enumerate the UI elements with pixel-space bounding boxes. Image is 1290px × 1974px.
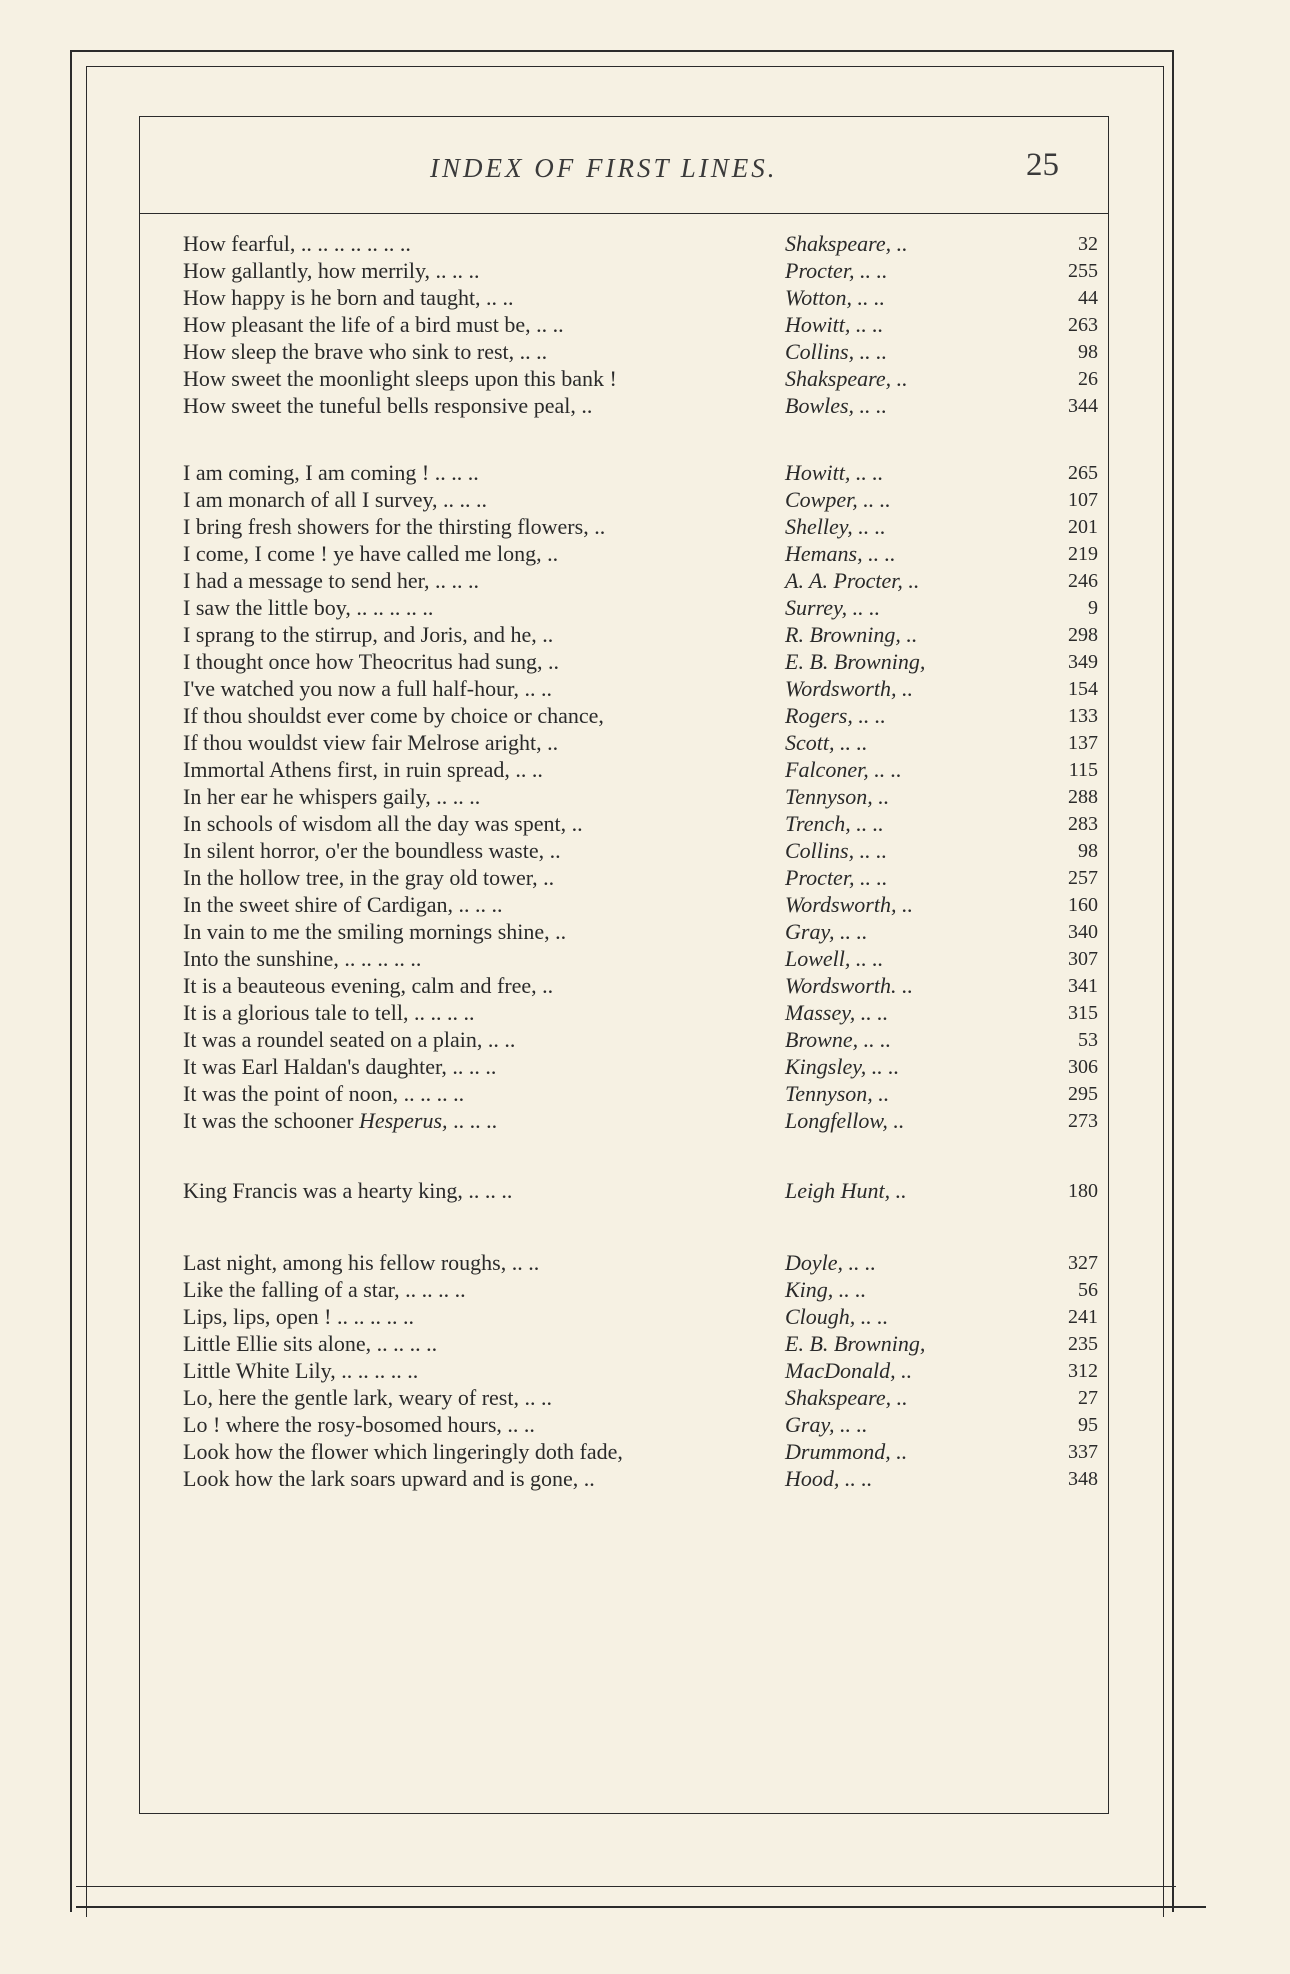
author: Collins, .. ..	[785, 838, 888, 863]
page-ref: 56	[1078, 1279, 1098, 1301]
first-line-leader: .. .. ..	[447, 1108, 498, 1133]
page-ref: 306	[1068, 1056, 1098, 1078]
page-ref: 133	[1068, 705, 1098, 727]
author: Collins, .. ..	[785, 339, 888, 364]
author: Rogers, .. ..	[785, 703, 886, 728]
first-line: Lips, lips, open ! .. .. .. .. ..	[183, 1304, 414, 1329]
page-ref: 263	[1068, 314, 1098, 336]
author: Procter, .. ..	[785, 258, 888, 283]
first-line: Like the falling of a star, .. .. .. ..	[183, 1277, 466, 1302]
author: Bowles, .. ..	[785, 393, 888, 418]
author: Tennyson, ..	[785, 784, 890, 809]
page-ref: 95	[1078, 1414, 1098, 1436]
ship-name: Hesperus,	[358, 1108, 448, 1133]
first-line: I had a message to send her, .. .. ..	[183, 568, 480, 593]
first-line: In silent horror, o'er the boundless waste, ..	[183, 838, 561, 863]
author: Longfellow, ..	[785, 1108, 905, 1133]
author: Wotton, .. ..	[785, 285, 886, 310]
page-ref: 160	[1068, 894, 1098, 916]
author: A. A. Procter, ..	[785, 568, 920, 593]
author: King, .. ..	[785, 1277, 867, 1302]
page-ref: 315	[1068, 1002, 1098, 1024]
first-line: How happy is he born and taught, .. ..	[183, 285, 514, 310]
author: Scott, .. ..	[785, 730, 868, 755]
first-line: How gallantly, how merrily, .. .. ..	[183, 258, 480, 283]
first-line: Look how the lark soars upward and is gone, ..	[183, 1466, 595, 1491]
index-panel	[139, 116, 1109, 1814]
page-ref: 235	[1068, 1333, 1098, 1355]
author: Doyle, .. ..	[785, 1250, 877, 1275]
page-ref: 288	[1068, 786, 1098, 808]
page-ref: 340	[1068, 921, 1098, 943]
first-line: It was a roundel seated on a plain, .. ..	[183, 1027, 516, 1052]
first-line: How fearful, .. .. .. .. .. .. ..	[183, 231, 411, 256]
first-line: In the hollow tree, in the gray old tower, ..	[183, 865, 555, 890]
page-ref: 27	[1078, 1387, 1098, 1409]
author: E. B. Browning,	[785, 1331, 926, 1356]
first-line: I am monarch of all I survey, .. .. ..	[183, 487, 488, 512]
first-line: It was the point of noon, .. .. .. ..	[183, 1081, 465, 1106]
author: Shakspeare, ..	[785, 1385, 908, 1410]
author: Tennyson, ..	[785, 1081, 890, 1106]
page-ref: 219	[1068, 543, 1098, 565]
page-ref: 201	[1068, 516, 1098, 538]
first-line: Little White Lily, .. .. .. .. ..	[183, 1358, 419, 1383]
index-entry	[140, 1174, 1108, 1208]
page-ref: 137	[1068, 732, 1098, 754]
first-line: I thought once how Theocritus had sung, ..	[183, 649, 559, 674]
author: Clough, .. ..	[785, 1304, 889, 1329]
page-ref: 327	[1068, 1252, 1098, 1274]
page-ref: 273	[1068, 1110, 1098, 1132]
first-line: It was Earl Haldan's daughter, .. .. ..	[183, 1054, 497, 1079]
page-ref: 341	[1068, 975, 1098, 997]
first-line: If thou shouldst ever come by choice or chance,	[183, 703, 604, 728]
author: Wordsworth, ..	[785, 892, 913, 917]
author: Browne, .. ..	[785, 1027, 892, 1052]
page-ref: 98	[1078, 840, 1098, 862]
page-ref: 154	[1068, 678, 1098, 700]
page-ref: 257	[1068, 867, 1098, 889]
index-entry	[140, 1104, 1108, 1138]
author: Shelley, .. ..	[785, 514, 886, 539]
author: Wordsworth. ..	[785, 973, 913, 998]
first-line: Immortal Athens first, in ruin spread, .. ..	[183, 757, 543, 782]
first-line: In the sweet shire of Cardigan, .. .. ..	[183, 892, 503, 917]
first-line	[183, 1104, 497, 1138]
first-line: I come, I come ! ye have called me long, ..	[183, 541, 559, 566]
first-line: Last night, among his fellow roughs, .. ..	[183, 1250, 540, 1275]
page-ref: 115	[1068, 759, 1098, 781]
page-number: 25	[1026, 147, 1059, 183]
page-ref: 241	[1068, 1306, 1098, 1328]
page-ref: 307	[1068, 948, 1098, 970]
first-line: How sweet the tuneful bells responsive peal, ..	[183, 393, 593, 418]
first-line: I sprang to the stirrup, and Joris, and he, ..	[183, 622, 554, 647]
page-ref: 9	[1088, 597, 1098, 619]
author: Leigh Hunt, ..	[785, 1178, 907, 1203]
author: Kingsley, .. ..	[785, 1054, 900, 1079]
author: Falconer, .. ..	[785, 757, 902, 782]
page-ref: 265	[1068, 462, 1098, 484]
first-line: I bring fresh showers for the thirsting flowers, ..	[183, 514, 606, 539]
page-ref: 26	[1078, 368, 1098, 390]
first-line: King Francis was a hearty king, .. .. ..	[183, 1178, 513, 1203]
author: MacDonald, ..	[785, 1358, 913, 1383]
author: Massey, .. ..	[785, 1000, 889, 1025]
page-ref: 295	[1068, 1083, 1098, 1105]
page-ref: 348	[1068, 1468, 1098, 1490]
author: Gray, .. ..	[785, 1412, 868, 1437]
bottom-rule-thick	[76, 1906, 1206, 1908]
author: Procter, .. ..	[785, 865, 888, 890]
author: Shakspeare, ..	[785, 366, 908, 391]
first-line: In her ear he whispers gaily, .. .. ..	[183, 784, 481, 809]
page-ref: 337	[1068, 1441, 1098, 1463]
page-ref: 246	[1068, 570, 1098, 592]
author: E. B. Browning,	[785, 649, 926, 674]
first-line: In schools of wisdom all the day was spent, ..	[183, 811, 583, 836]
author: Howitt, .. ..	[785, 312, 884, 337]
author: Wordsworth, ..	[785, 676, 913, 701]
first-line: How sleep the brave who sink to rest, .. ..	[183, 339, 548, 364]
page-ref: 255	[1068, 260, 1098, 282]
first-line: I am coming, I am coming ! .. .. ..	[183, 460, 479, 485]
first-line: Look how the flower which lingeringly doth fade,	[183, 1439, 623, 1464]
author: Surrey, .. ..	[785, 595, 881, 620]
first-line: I've watched you now a full half-hour, .. ..	[183, 676, 553, 701]
bottom-rule	[76, 1886, 1176, 1887]
page-ref: 53	[1078, 1029, 1098, 1051]
index-entry	[140, 389, 1108, 423]
page-ref: 298	[1068, 624, 1098, 646]
index-entry	[140, 1462, 1108, 1496]
first-line: How pleasant the life of a bird must be, .. ..	[183, 312, 564, 337]
author: Trench, .. ..	[785, 811, 884, 836]
first-line: Into the sunshine, .. .. .. .. ..	[183, 946, 422, 971]
author: Drummond, ..	[785, 1439, 908, 1464]
author: Howitt, .. ..	[785, 460, 884, 485]
author: Hood, .. ..	[785, 1466, 873, 1491]
first-line: I saw the little boy, .. .. .. .. ..	[183, 595, 434, 620]
first-line: It is a glorious tale to tell, .. .. .. ..	[183, 1000, 475, 1025]
first-line: It is a beauteous evening, calm and free, ..	[183, 973, 554, 998]
first-line: Lo, here the gentle lark, weary of rest, .. ..	[183, 1385, 552, 1410]
first-line: If thou wouldst view fair Melrose aright, ..	[183, 730, 559, 755]
first-line-start: It was the schooner	[183, 1108, 359, 1133]
page-ref: 344	[1068, 395, 1098, 417]
author: Lowell, .. ..	[785, 946, 884, 971]
page-ref: 312	[1068, 1360, 1098, 1382]
page-ref: 349	[1068, 651, 1098, 673]
running-header	[140, 117, 1108, 214]
author: Hemans, .. ..	[785, 541, 896, 566]
page-ref: 44	[1078, 287, 1098, 309]
page-ref: 32	[1078, 233, 1098, 255]
author: R. Browning, ..	[785, 622, 918, 647]
first-line: How sweet the moonlight sleeps upon this bank !	[183, 366, 617, 391]
first-line: In vain to me the smiling mornings shine, ..	[183, 919, 567, 944]
first-line: Little Ellie sits alone, .. .. .. ..	[183, 1331, 438, 1356]
first-line: Lo ! where the rosy-bosomed hours, .. ..	[183, 1412, 535, 1437]
author: Shakspeare, ..	[785, 231, 908, 256]
page-title: INDEX OF FIRST LINES.	[430, 153, 778, 183]
page-ref: 283	[1068, 813, 1098, 835]
page-ref: 180	[1068, 1180, 1098, 1202]
author: Gray, .. ..	[785, 919, 868, 944]
page-ref: 107	[1068, 489, 1098, 511]
author: Cowper, .. ..	[785, 487, 891, 512]
page-ref: 98	[1078, 341, 1098, 363]
